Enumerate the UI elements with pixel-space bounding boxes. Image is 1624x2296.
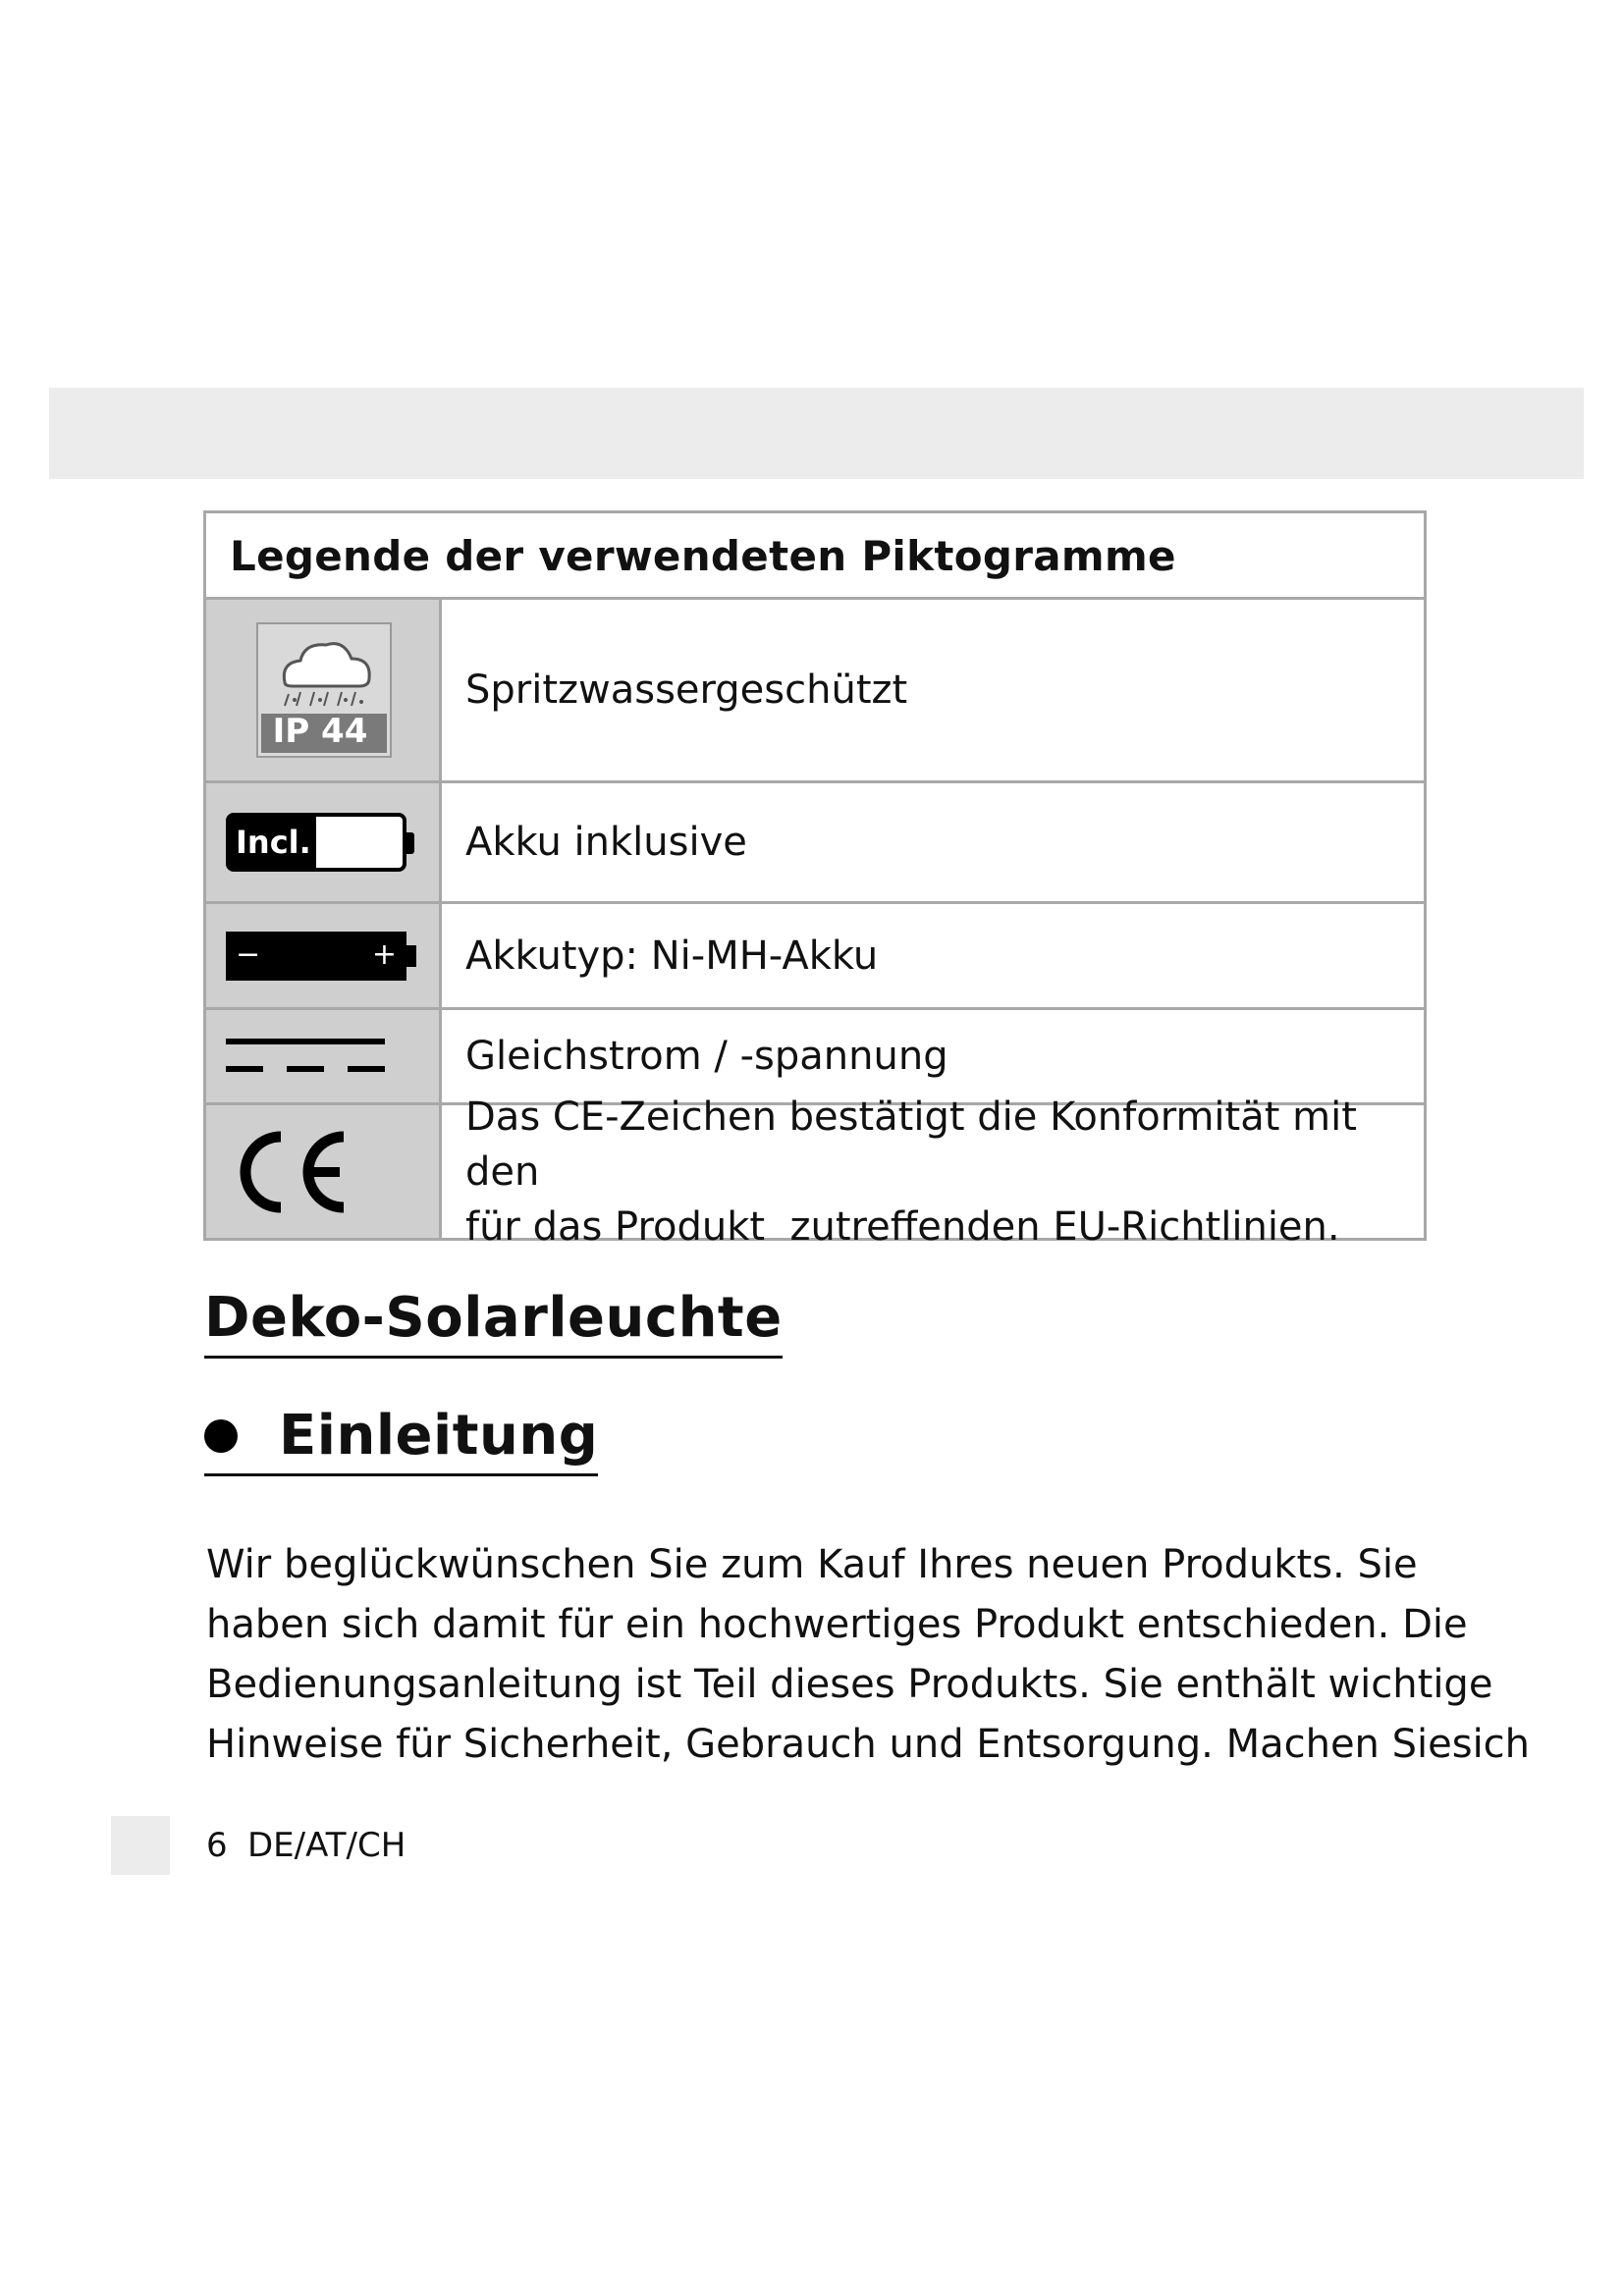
section-title: Einleitung [279,1404,599,1468]
battery-included-label: Incl. [236,824,311,861]
paragraph-line: Hinweise für Sicherheit, Gebrauch und Entsorgung. Machen Siesich [206,1722,1531,1767]
legend-title: Legende der verwendeten Piktogramme [206,513,1424,600]
legend-row-battery-type [206,904,1424,1010]
legend-text-battery-included: Akku inklusive [465,820,747,865]
legend-text-battery-type: Akkutyp: Ni-MH-Akku [465,933,879,979]
legend-row-battery-included [206,783,1424,904]
paragraph-line: Bedienungsanleitung ist Teil dieses Produkts. Sie enthält wichtige [206,1662,1493,1707]
paragraph-line: Wir beglückwünschen Sie zum Kauf Ihres neuen Produkts. Sie [206,1542,1418,1587]
paragraph-line: haben sich damit für ein hochwertiges Produkt entschieden. Die [206,1602,1468,1647]
legend-text-ce-line2: für das Produkt zutreffenden EU-Richtlinien. [465,1203,1340,1250]
ip44-label: IP 44 [272,712,368,751]
legend-row-ce [206,1094,1424,1250]
product-title: Deko-Solarleuchte [204,1286,783,1359]
legend-row-ip44 [206,600,1424,783]
battery-type-icon [206,904,442,1007]
page-marker [111,1816,170,1875]
legend-text-ce-line1: Das CE-Zeichen bestätigt die Konformität mit den [465,1094,1357,1195]
legend-text-splash: Spritzwassergeschützt [465,667,908,713]
ce-mark-icon [206,1105,442,1238]
intro-paragraph [206,1535,1531,1775]
battery-plus-label: + [371,936,397,972]
page-language: DE/AT/CH [247,1826,406,1865]
page-number: 6 [206,1826,228,1865]
battery-minus-label: − [236,936,261,972]
direct-current-icon [206,1010,442,1102]
pictogram-legend-table [203,510,1427,1250]
bullet-icon [204,1419,238,1453]
header-band [49,388,1584,479]
legend-text-direct-current: Gleichstrom / -spannung [465,1034,948,1079]
section-heading [204,1404,598,1476]
battery-included-icon [206,783,442,901]
ip44-splash-icon [206,600,442,780]
